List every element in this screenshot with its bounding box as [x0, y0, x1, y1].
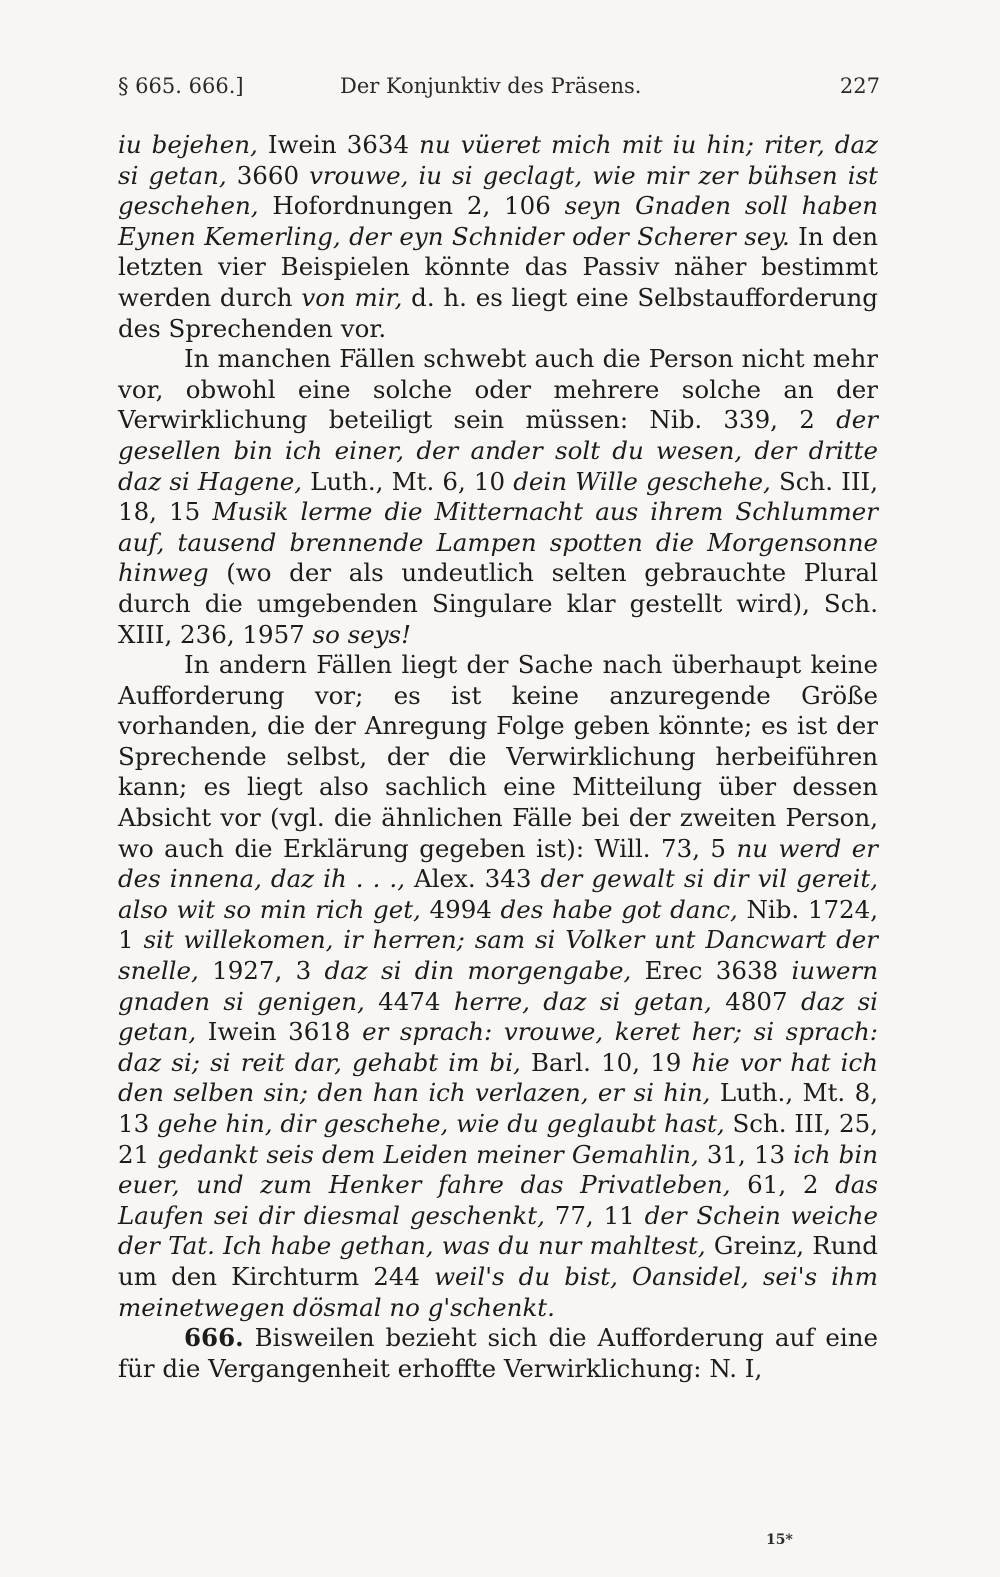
- italic-citation: der gewalt si dir vil gereit, also wit so min rich get,: [118, 864, 878, 924]
- italic-citation: des habe got danc,: [500, 894, 738, 924]
- italic-citation: iu bejehen,: [118, 130, 258, 159]
- italic-citation: weil's du bist, Oansidel, sei's ihm meinetwegen dösmal no g'schenkt.: [118, 1261, 878, 1322]
- text-run: 4807: [711, 986, 801, 1016]
- paragraph: [118, 650, 878, 1323]
- text-run: Luth., Mt. 6, 10: [302, 466, 514, 496]
- text-run: Bisweilen bezieht sich die Aufforderung auf eine für die Vergangenheit erhoffte Verwirklichung: N. I,: [118, 1323, 878, 1383]
- italic-citation: daz si din morgengabe,: [324, 956, 632, 986]
- body-text: [118, 130, 878, 1384]
- signature-mark: 15*: [766, 1532, 793, 1548]
- italic-citation: sit willekomen, ir herren; sam si Volker unt Dancwart der snelle,: [118, 925, 878, 986]
- text-run: d. h. es liegt eine Selbstaufforderung des Sprechenden vor.: [118, 282, 878, 343]
- italic-citation: ich bin euer, und zum Henker fahre das Privatleben,: [118, 1139, 878, 1200]
- italic-citation: nu werd er des innena, daz ih . . .,: [118, 833, 878, 894]
- italic-citation: gehe hin, dir geschehe, wie du geglaubt hast,: [157, 1109, 725, 1138]
- text-run: 4474: [364, 986, 454, 1016]
- text-run: 31, 13: [698, 1139, 794, 1169]
- running-title: Der Konjunktiv des Präsens.: [340, 74, 642, 98]
- italic-citation: herre, daz si getan,: [453, 986, 712, 1016]
- section-number: 666.: [184, 1323, 244, 1353]
- text-run: Greinz, Rund um den Kirchturm 244: [118, 1231, 878, 1291]
- page-number: 227: [839, 74, 880, 98]
- text-run: Iwein 3634: [257, 130, 420, 159]
- text-run: 3660: [226, 160, 310, 190]
- text-run: Iwein 3618: [196, 1017, 363, 1047]
- text-run: (wo der als undeutlich selten gebrauchte Plural durch die umgebenden Singulare klar gestellt wird), Sch. XIII, 236, 1957: [118, 558, 878, 649]
- italic-citation: hie vor hat ich den selben sin; den han ich verlazen, er si hin,: [118, 1047, 878, 1108]
- text-run: Luth., Mt. 8, 13: [118, 1078, 878, 1138]
- text-run: In andern Fällen liegt der Sache nach überhaupt keine Aufforderung vor; es ist keine anzuregende Größe vorhanden, die der Anregung Folge geben könnte; es ist der Sprechende selbst, der die Verwirklichung herbeiführen kann; es liegt also sachlich eine Mitteilung über dessen Absicht vor (vgl. die ähnlichen Fälle bei der zweiten Person, wo auch die Erklärung gegeben ist): Will. 73, 5: [118, 650, 878, 863]
- italic-citation: Musik lerme die Mitternacht aus ihrem Schlummer auf, tausend brennende Lampen spotten die Morgensonne hinweg: [118, 497, 878, 588]
- text-run: Hofordnungen 2, 106: [258, 191, 565, 221]
- italic-citation: iuwern gnaden si genigen,: [118, 956, 879, 1016]
- section-reference: § 665. 666.]: [118, 74, 244, 98]
- italic-citation: daz si getan,: [118, 986, 878, 1047]
- text-run: In den letzten vier Beispielen könnte das Passiv näher bestimmt werden durch: [118, 221, 878, 312]
- running-header: [118, 74, 880, 110]
- paragraph: [118, 344, 878, 650]
- text-run: Nib. 1724, 1: [118, 894, 879, 955]
- paragraph: [118, 130, 878, 344]
- italic-citation: gedankt seis dem Leiden meiner Gemahlin,: [157, 1139, 699, 1169]
- text-run: 4994: [420, 894, 501, 924]
- italic-citation: vrouwe, iu si geclagt, wie mir zer bühsen ist geschehen,: [118, 160, 878, 221]
- text-run: In manchen Fällen schwebt auch die Person nicht mehr vor, obwohl eine solche oder mehrere solche an der Verwirklichung beteiligt sein müssen: Nib. 339, 2: [118, 344, 878, 435]
- italic-citation: so seys!: [312, 619, 411, 649]
- italic-citation: das Laufen sei dir diesmal geschenkt,: [118, 1170, 878, 1230]
- text-run: Sch. III, 25, 21: [118, 1109, 878, 1169]
- text-run: Alex. 343: [404, 864, 541, 894]
- italic-citation: nu vüeret mich mit iu hin; riter, daz si getan,: [118, 130, 878, 190]
- text-run: 61, 2: [730, 1170, 836, 1200]
- italic-citation: er sprach: vrouwe, keret her; si sprach: daz si; si reit dar, gehabt im bi,: [118, 1017, 878, 1077]
- italic-citation: der Schein weiche der Tat. Ich habe gethan, was du nur mahltest,: [118, 1200, 878, 1261]
- text-run: Sch. III, 18, 15: [118, 466, 878, 527]
- italic-citation: dein Wille geschehe,: [513, 466, 771, 496]
- text-run: 1927, 3: [198, 956, 325, 986]
- italic-citation: von mir,: [301, 282, 403, 312]
- text-run: Erec 3638: [631, 956, 792, 986]
- italic-citation: der gesellen bin ich einer, der ander solt du wesen, der dritte daz si Hagene,: [118, 405, 878, 496]
- text-run: 77, 11: [544, 1200, 645, 1230]
- italic-citation: seyn Gnaden soll haben Eynen Kemerling, der eyn Schnider oder Scherer sey.: [118, 191, 878, 251]
- paragraph: [118, 1323, 878, 1384]
- text-run: Barl. 10, 19: [520, 1047, 692, 1077]
